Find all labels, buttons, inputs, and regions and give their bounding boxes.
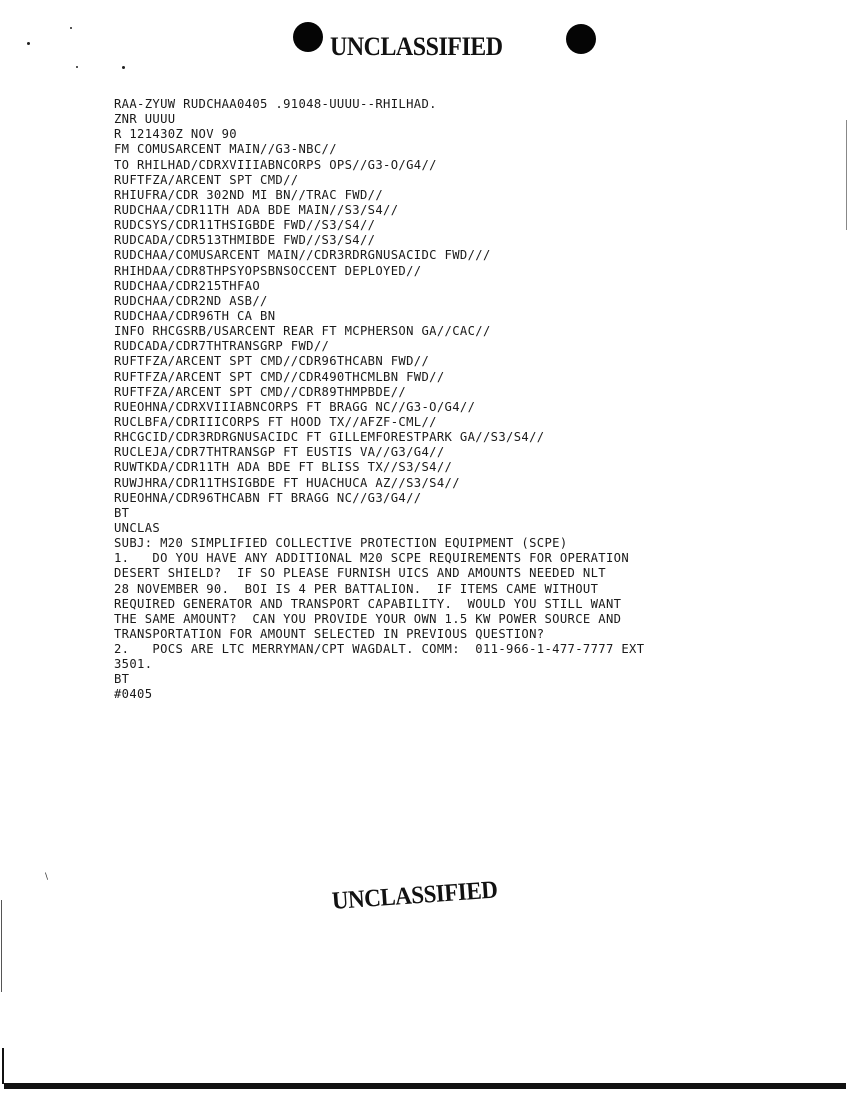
message-line: RUDCHAA/CDR2ND ASB// — [114, 293, 268, 308]
message-line: RUDCHAA/CDR215THFAO — [114, 278, 261, 293]
scan-speck — [27, 42, 30, 45]
message-line: RUFTFZA/ARCENT SPT CMD//CDR89THMPBDE// — [114, 384, 407, 399]
message-line: RUEOHNA/CDRXVIIIABNCORPS FT BRAGG NC//G3-O/G4// — [114, 399, 476, 414]
message-line: R 121430Z NOV 90 — [114, 127, 237, 142]
message-line: RUCLEJA/CDR7THTRANSGP FT EUSTIS VA//G3/G4// — [114, 445, 445, 460]
punch-hole-right — [566, 24, 596, 54]
scan-edge-bottom — [4, 1083, 846, 1089]
message-line: RUFTFZA/ARCENT SPT CMD//CDR96THCABN FWD// — [114, 354, 430, 369]
scan-speck — [76, 66, 78, 68]
message-line: FM COMUSARCENT MAIN//G3-NBC// — [114, 142, 337, 157]
message-line: RHCGCID/CDR3RDRGNUSACIDC FT GILLEMFORESTPARK GA//S3/S4// — [114, 430, 545, 445]
message-line: RUEOHNA/CDR96THCABN FT BRAGG NC//G3/G4// — [114, 490, 422, 505]
message-line: REQUIRED GENERATOR AND TRANSPORT CAPABILITY. WOULD YOU STILL WANT — [114, 596, 622, 611]
scan-edge-corner — [2, 1048, 4, 1084]
classification-stamp-bottom: UNCLASSIFIED — [331, 876, 499, 915]
message-line: RUDCADA/CDR513THMIBDE FWD//S3/S4// — [114, 233, 376, 248]
message-line: RUWTKDA/CDR11TH ADA BDE FT BLISS TX//S3/S4// — [114, 460, 453, 475]
message-line: 2. POCS ARE LTC MERRYMAN/CPT WAGDALT. COMM: 011-966-1-477-7777 EXT — [114, 642, 645, 657]
message-line: RUDCSYS/CDR11THSIGBDE FWD//S3/S4// — [114, 218, 376, 233]
message-line: TO RHILHAD/CDRXVIIIABNCORPS OPS//G3-O/G4// — [114, 157, 437, 172]
message-line: RUCLBFA/CDRIIICORPS FT HOOD TX//AFZF-CML// — [114, 414, 437, 429]
message-line: RUFTFZA/ARCENT SPT CMD//CDR490THCMLBN FWD// — [114, 369, 445, 384]
message-line: DESERT SHIELD? IF SO PLEASE FURNISH UICS AND AMOUNTS NEEDED NLT — [114, 566, 606, 581]
message-line: INFO RHCGSRB/USARCENT REAR FT MCPHERSON GA//CAC// — [114, 324, 491, 339]
margin-mark: \ — [45, 872, 49, 882]
punch-hole-left — [293, 22, 323, 52]
message-line: BT — [114, 505, 130, 520]
message-line: ZNR UUUU — [114, 112, 176, 127]
scan-edge-left — [1, 900, 2, 992]
message-line: TRANSPORTATION FOR AMOUNT SELECTED IN PREVIOUS QUESTION? — [114, 626, 545, 641]
scan-speck — [122, 66, 125, 69]
message-line: #0405 — [114, 687, 153, 702]
classification-stamp-top: UNCLASSIFIED — [330, 32, 503, 61]
message-line: RUDCHAA/CDR96TH CA BN — [114, 308, 276, 323]
message-line: SUBJ: M20 SIMPLIFIED COLLECTIVE PROTECTION EQUIPMENT (SCPE) — [114, 536, 568, 551]
message-line: RAA-ZYUW RUDCHAA0405 .91048-UUUU--RHILHAD. — [114, 97, 437, 111]
message-line: 1. DO YOU HAVE ANY ADDITIONAL M20 SCPE REQUIREMENTS FOR OPERATION — [114, 551, 630, 566]
scan-speck — [70, 27, 72, 29]
message-line: THE SAME AMOUNT? CAN YOU PROVIDE YOUR OWN 1.5 KW POWER SOURCE AND — [114, 611, 622, 626]
message-body — [114, 97, 814, 703]
message-line: 28 NOVEMBER 90. BOI IS 4 PER BATTALION. IF ITEMS CAME WITHOUT — [114, 581, 599, 596]
message-line: BT — [114, 672, 130, 687]
message-line: RUDCHAA/CDR11TH ADA BDE MAIN//S3/S4// — [114, 202, 399, 217]
message-line: RHIUFRA/CDR 302ND MI BN//TRAC FWD// — [114, 187, 384, 202]
message-line: RUFTFZA/ARCENT SPT CMD// — [114, 172, 299, 187]
message-line: RUWJHRA/CDR11THSIGBDE FT HUACHUCA AZ//S3/S4// — [114, 475, 460, 490]
message-line: RHIHDAA/CDR8THPSYOPSBNSOCCENT DEPLOYED// — [114, 263, 422, 278]
scan-edge-right — [846, 120, 847, 230]
message-line: RUDCHAA/COMUSARCENT MAIN//CDR3RDRGNUSACIDC FWD/// — [114, 248, 491, 263]
message-line: 3501. — [114, 657, 153, 672]
message-line: RUDCADA/CDR7THTRANSGRP FWD// — [114, 339, 330, 354]
message-line: UNCLAS — [114, 520, 161, 535]
